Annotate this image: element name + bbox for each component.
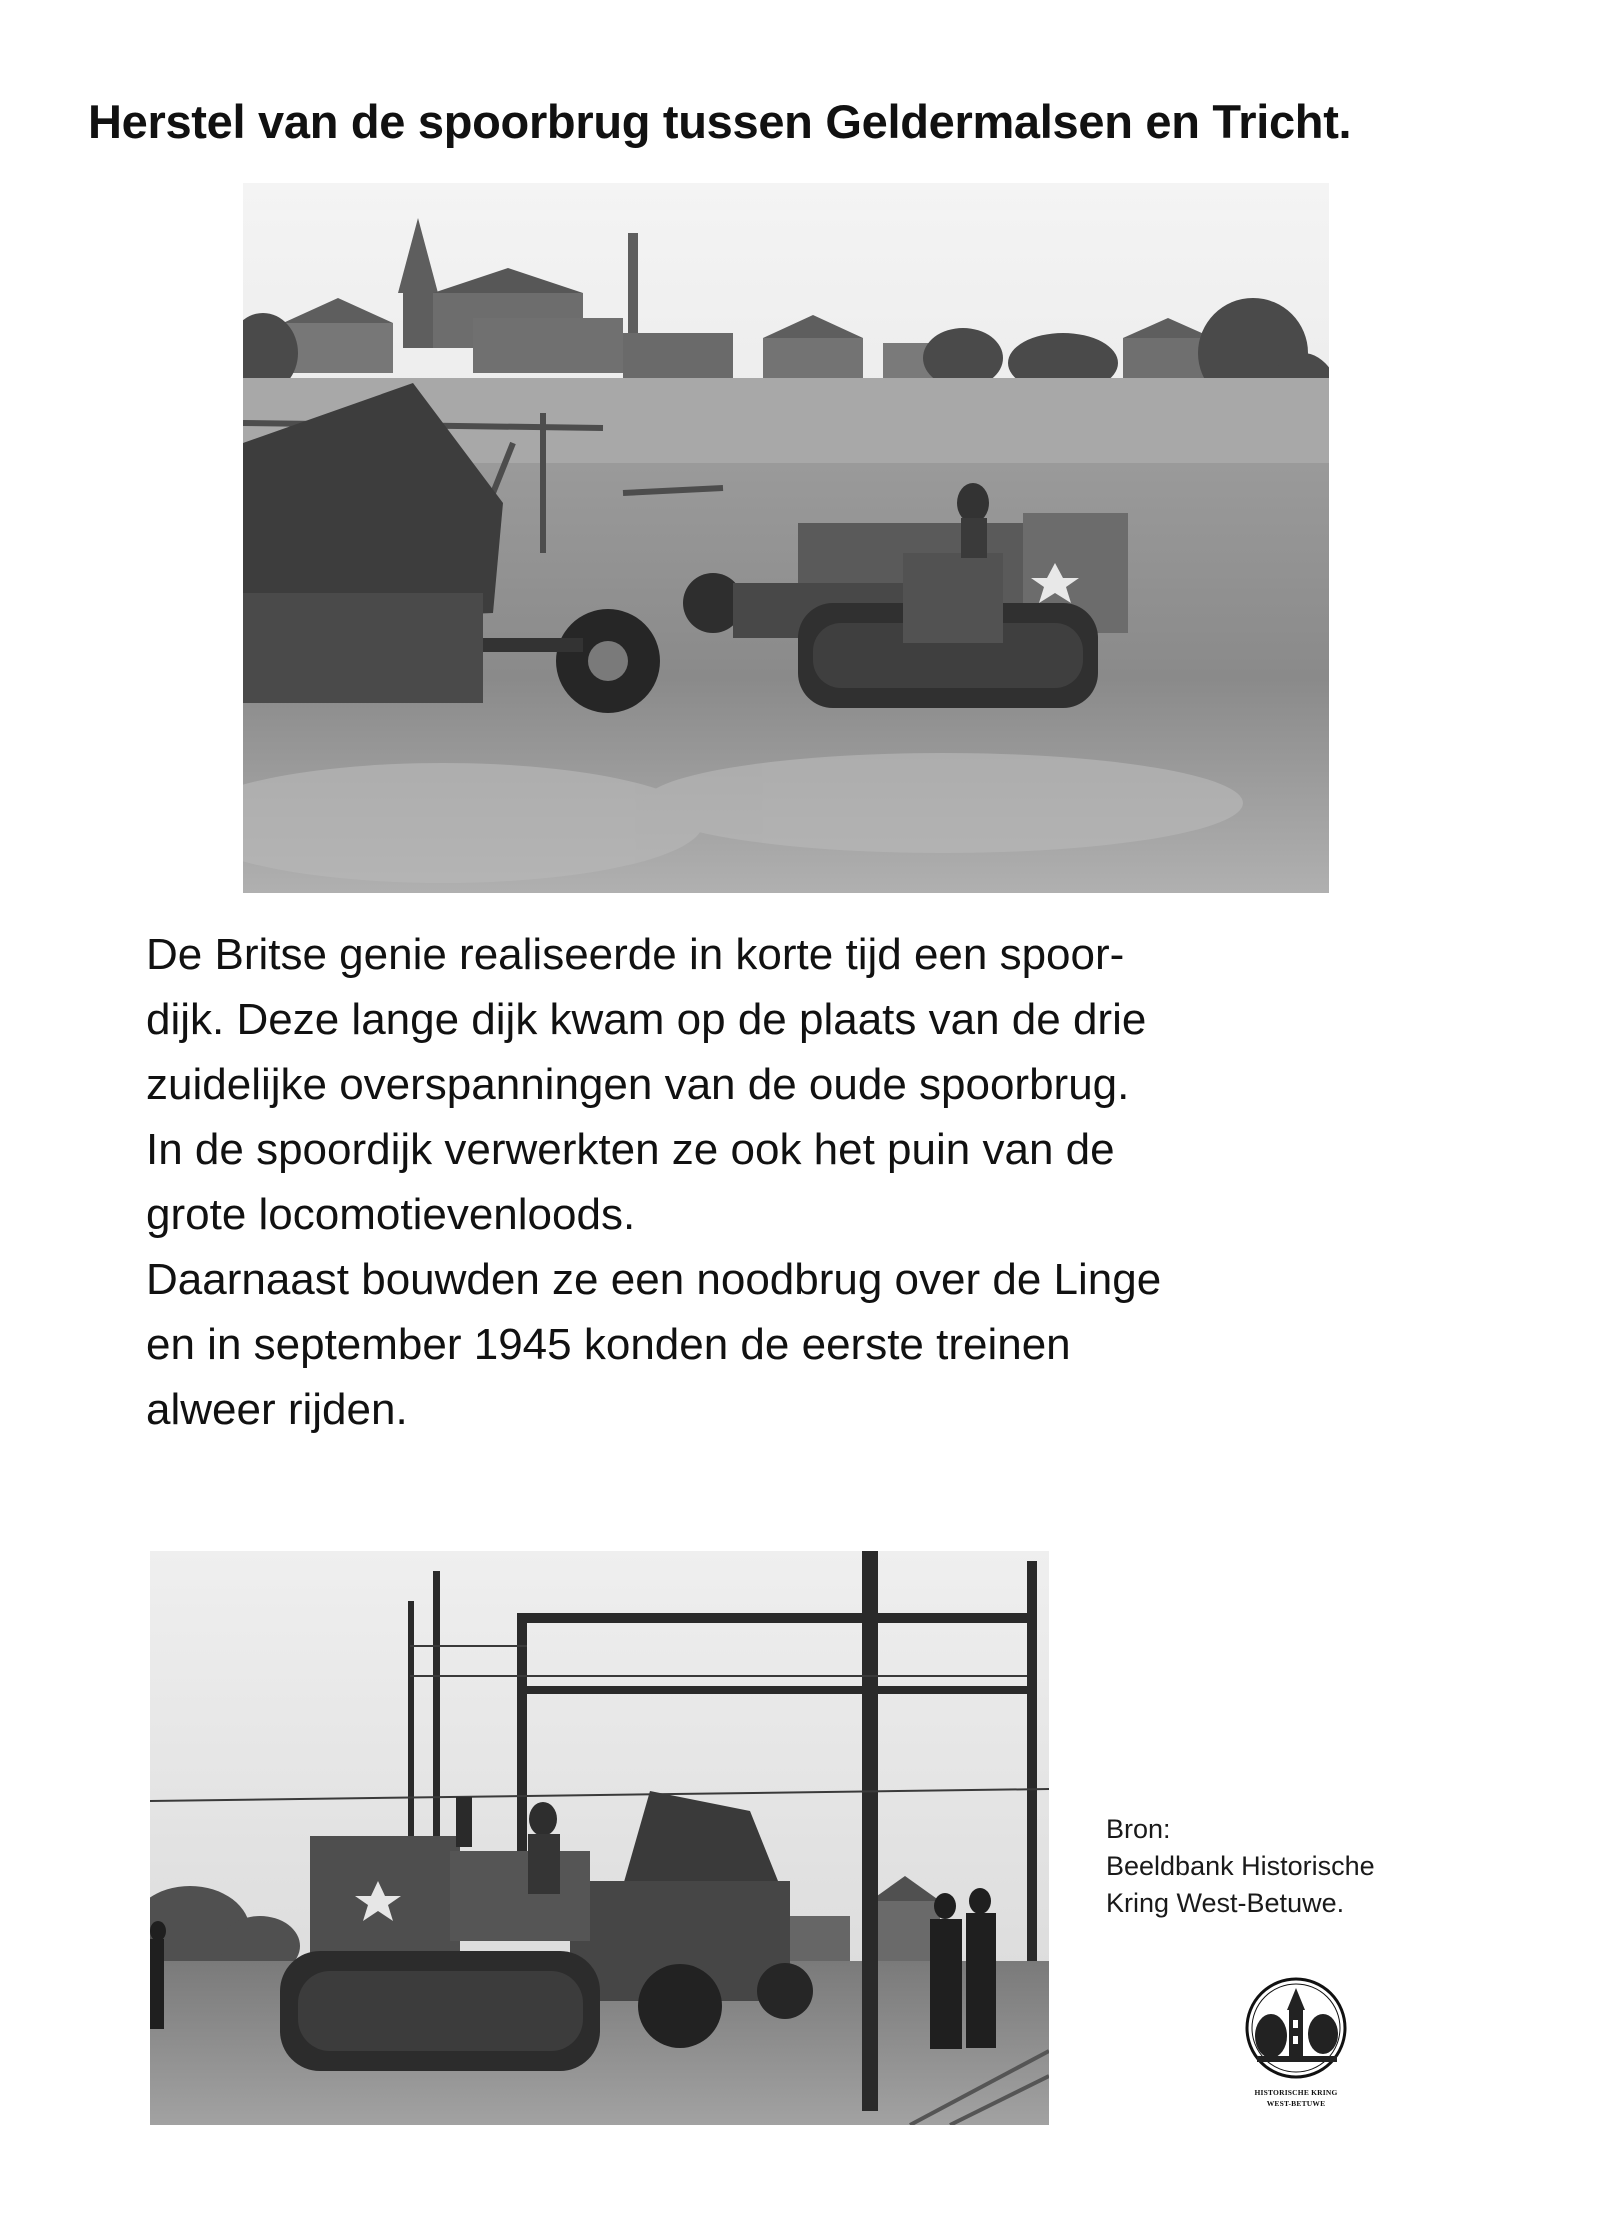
source-line: Beeldbank Historische xyxy=(1106,1851,1375,1881)
body-line: alweer rijden. xyxy=(146,1385,408,1434)
logo-text-line1: HISTORISCHE KRING xyxy=(1254,2088,1338,2097)
body-line: en in september 1945 konden de eerste treinen xyxy=(146,1320,1071,1369)
source-line: Kring West-Betuwe. xyxy=(1106,1888,1345,1918)
body-line: grote locomotievenloods. xyxy=(146,1190,636,1239)
body-line: dijk. Deze lange dijk kwam op de plaats van de drie xyxy=(146,995,1147,1044)
page-title: Herstel van de spoorbrug tussen Geldermalsen en Tricht. xyxy=(88,95,1352,148)
photo-bulldozer-catenary-image xyxy=(150,1551,1049,2125)
body-line: In de spoordijk verwerkten ze ook het puin van de xyxy=(146,1125,1115,1174)
body-line: De Britse genie realiseerde in korte tijd een spoor- xyxy=(146,930,1125,979)
source-label: Bron: xyxy=(1106,1814,1171,1844)
body-paragraph xyxy=(146,922,1446,1442)
body-line: Daarnaast bouwden ze een noodbrug over de Linge xyxy=(146,1255,1162,1304)
source-credit xyxy=(1106,1811,1456,1922)
logo-emblem xyxy=(1231,1976,1361,2114)
photo-bulldozer-catenary xyxy=(150,1551,1049,2125)
historische-kring-logo xyxy=(1231,1976,1361,2114)
photo-bulldozer-town xyxy=(243,183,1329,893)
logo-text-line2: WEST-BETUWE xyxy=(1266,2099,1326,2108)
photo-bulldozer-town-image xyxy=(243,183,1329,893)
body-line: zuidelijke overspanningen van de oude spoorbrug. xyxy=(146,1060,1130,1109)
